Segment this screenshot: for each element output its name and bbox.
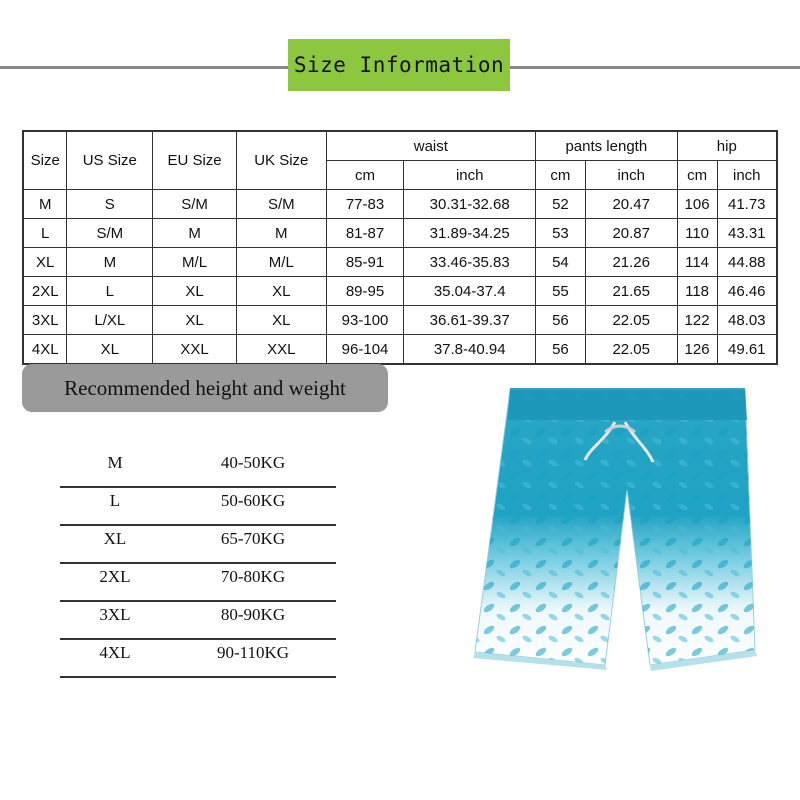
header-length-cm: cm [536,161,586,190]
table-row [23,277,777,306]
height-weight-list [60,450,336,678]
cell-uk: XL [236,306,326,335]
header-waist: waist [326,131,535,161]
header-size: Size [23,131,67,190]
cell-length-inch: 20.47 [585,190,677,219]
cell-hip-inch: 44.88 [717,248,777,277]
list-item [60,488,336,526]
header-hip-inch: inch [717,161,777,190]
cell-size: L [23,219,67,248]
header-length-inch: inch [585,161,677,190]
cell-uk: S/M [236,190,326,219]
hw-weight: 80-90KG [220,605,286,624]
cell-uk: XXL [236,335,326,365]
cell-length-inch: 22.05 [585,335,677,365]
hw-weight: 50-60KG [220,491,286,510]
header-hip-cm: cm [677,161,717,190]
swim-shorts-image [455,380,785,680]
cell-hip-cm: 106 [677,190,717,219]
hw-size: M [107,453,123,472]
cell-eu: XXL [153,335,237,365]
list-item [60,602,336,640]
hw-weight: 40-50KG [220,453,286,472]
cell-us: S [67,190,153,219]
cell-hip-cm: 114 [677,248,717,277]
cell-waist-cm: 85-91 [326,248,404,277]
cell-waist-inch: 30.31-32.68 [404,190,536,219]
table-row [23,248,777,277]
header-hip: hip [677,131,777,161]
size-table-header-row [23,131,777,161]
list-item [60,564,336,602]
cell-length-cm: 56 [536,335,586,365]
size-table [22,130,778,365]
cell-hip-cm: 126 [677,335,717,365]
cell-length-inch: 20.87 [585,219,677,248]
cell-eu: M/L [153,248,237,277]
cell-hip-inch: 43.31 [717,219,777,248]
cell-length-cm: 53 [536,219,586,248]
cell-waist-cm: 93-100 [326,306,404,335]
cell-hip-cm: 122 [677,306,717,335]
cell-waist-cm: 81-87 [326,219,404,248]
cell-length-cm: 52 [536,190,586,219]
cell-us: S/M [67,219,153,248]
recommended-title: Recommended height and weight [22,364,388,412]
cell-hip-cm: 110 [677,219,717,248]
cell-us: L/XL [67,306,153,335]
hw-weight: 70-80KG [220,567,286,586]
hw-size: 4XL [99,643,131,662]
cell-eu: XL [153,277,237,306]
cell-hip-inch: 48.03 [717,306,777,335]
cell-uk: M [236,219,326,248]
table-row [23,219,777,248]
list-item [60,640,336,678]
cell-size: 4XL [23,335,67,365]
cell-waist-inch: 36.61-39.37 [404,306,536,335]
cell-waist-inch: 37.8-40.94 [404,335,536,365]
cell-waist-inch: 31.89-34.25 [404,219,536,248]
cell-size: 3XL [23,306,67,335]
cell-size: XL [23,248,67,277]
cell-waist-inch: 35.04-37.4 [404,277,536,306]
header-pants-length: pants length [536,131,678,161]
cell-length-inch: 22.05 [585,306,677,335]
cell-eu: S/M [153,190,237,219]
cell-waist-cm: 89-95 [326,277,404,306]
cell-uk: M/L [236,248,326,277]
table-row [23,306,777,335]
cell-hip-cm: 118 [677,277,717,306]
list-item [60,450,336,488]
cell-length-cm: 54 [536,248,586,277]
header-us-size: US Size [67,131,153,190]
cell-waist-cm: 77-83 [326,190,404,219]
header-eu-size: EU Size [153,131,237,190]
cell-length-cm: 56 [536,306,586,335]
hw-size: 3XL [99,605,131,624]
cell-length-inch: 21.26 [585,248,677,277]
table-row [23,335,777,365]
header-waist-inch: inch [404,161,536,190]
hw-size: 2XL [99,567,131,586]
cell-length-inch: 21.65 [585,277,677,306]
cell-us: M [67,248,153,277]
cell-eu: M [153,219,237,248]
cell-us: L [67,277,153,306]
cell-uk: XL [236,277,326,306]
hw-size: XL [103,529,127,548]
hw-weight: 65-70KG [220,529,286,548]
hw-size: L [109,491,121,510]
hw-weight: 90-110KG [216,643,290,662]
cell-waist-inch: 33.46-35.83 [404,248,536,277]
cell-size: 2XL [23,277,67,306]
size-info-title: Size Information [288,39,510,91]
cell-size: M [23,190,67,219]
cell-hip-inch: 49.61 [717,335,777,365]
header-waist-cm: cm [326,161,404,190]
cell-eu: XL [153,306,237,335]
cell-hip-inch: 41.73 [717,190,777,219]
cell-us: XL [67,335,153,365]
cell-length-cm: 55 [536,277,586,306]
cell-waist-cm: 96-104 [326,335,404,365]
cell-hip-inch: 46.46 [717,277,777,306]
list-item [60,526,336,564]
header-uk-size: UK Size [236,131,326,190]
table-row [23,190,777,219]
